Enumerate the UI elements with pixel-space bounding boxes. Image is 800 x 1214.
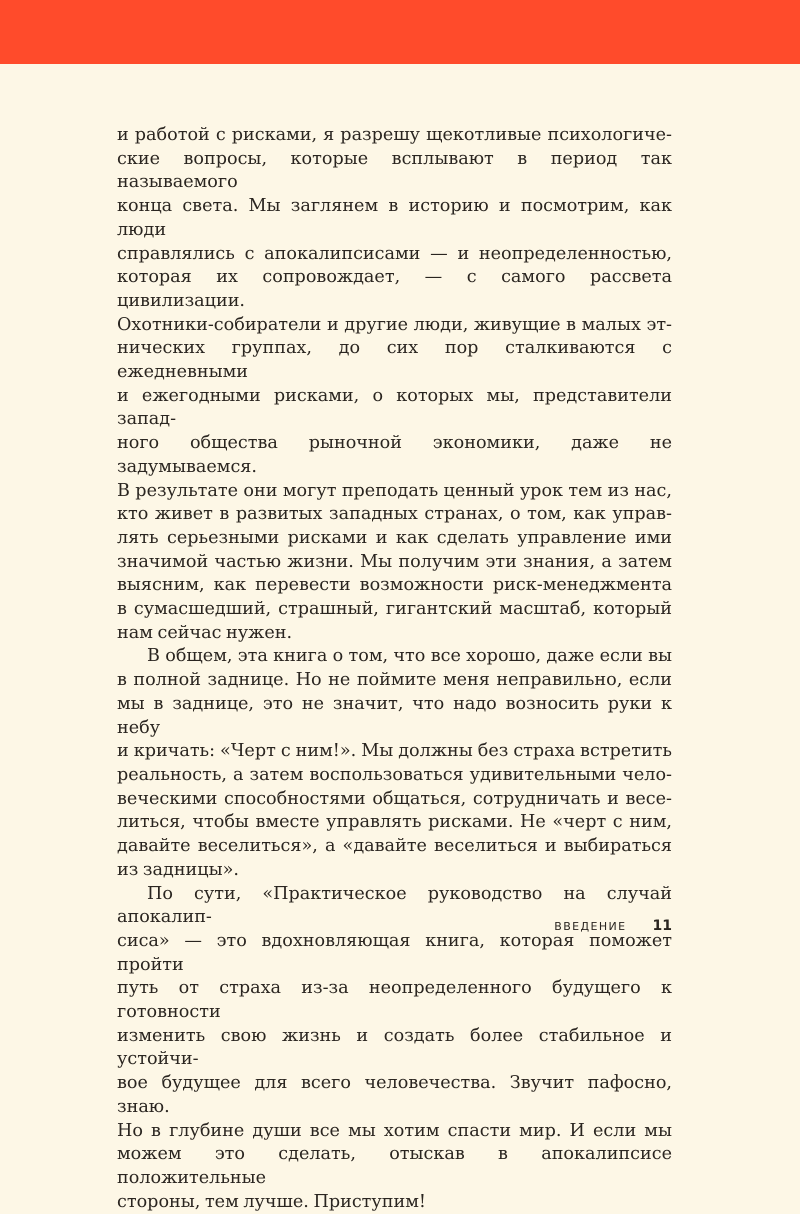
text-line: значимой частью жизни. Мы получим эти знания, а затем <box>117 551 672 572</box>
text-line: которая их сопровождает, — с самого рассвета цивилизации. <box>117 267 672 311</box>
body-text <box>117 124 672 1214</box>
text-line: литься, чтобы вместе управлять рисками. Не «черт с ним, <box>117 812 672 833</box>
top-color-band <box>0 0 800 64</box>
text-line: Охотники-собиратели и другие люди, живущие в малых эт- <box>117 314 672 335</box>
text-line: стороны, тем лучше. Приступим! <box>117 1191 426 1212</box>
page-number: 11 <box>652 918 672 934</box>
text-line: в сумасшедший, страшный, гигантский масштаб, который <box>117 599 672 620</box>
text-line: и работой с рисками, я разрешу щекотливые психологиче- <box>117 125 672 145</box>
text-line: путь от страха из-за неопределенного будущего к готовности <box>117 978 672 1023</box>
text-line: в полной заднице. Но не поймите меня неправильно, если <box>117 670 672 691</box>
text-line: вое будущее для всего человечества. Звучит пафосно, знаю. <box>117 1073 672 1117</box>
text-line: реальность, а затем воспользоваться удивительными чело- <box>117 764 672 785</box>
text-line: мы в заднице, это не значит, что надо возносить руки к небу <box>117 693 672 738</box>
text-line: нам сейчас нужен. <box>117 622 293 643</box>
text-line: В общем, эта книга о том, что все хорошо, даже если вы <box>147 646 672 667</box>
text-line: изменить свою жизнь и создать более стабильное и устойчи- <box>117 1025 672 1070</box>
text-line: ного общества рыночной экономики, даже не задумываемся. <box>117 433 672 477</box>
text-line: давайте веселиться», а «давайте веселиться и выбираться <box>117 836 672 857</box>
page-footer <box>554 918 672 934</box>
text-line: лять серьезными рисками и как сделать управление ими <box>117 527 672 548</box>
text-line: выясним, как перевести возможности риск-менеджмента <box>117 575 672 596</box>
text-line: веческими способностями общаться, сотрудничать и весе- <box>117 788 672 809</box>
text-line: нических группах, до сих пор сталкиваются с ежедневными <box>117 338 672 383</box>
text-line: ские вопросы, которые всплывают в период так называемого <box>117 148 672 193</box>
text-line: Но в глубине души все мы хотим спасти мир. И если мы <box>117 1120 672 1141</box>
text-line: конца света. Мы заглянем в историю и посмотрим, как люди <box>117 196 672 240</box>
text-line: сиса» — это вдохновляющая книга, которая поможет пройти <box>117 930 672 975</box>
text-line: В результате они могут преподать ценный урок тем из нас, <box>117 480 672 501</box>
text-line: из задницы». <box>117 859 239 880</box>
text-line: и кричать: «Черт с ним!». Мы должны без страха встретить <box>117 741 672 762</box>
text-line: можем это сделать, отыскав в апокалипсисе положительные <box>117 1144 672 1188</box>
running-section-title: ВВЕДЕНИЕ <box>554 920 627 933</box>
text-line: По сути, «Практическое руководство на случай апокалип- <box>117 883 672 928</box>
text-line: и ежегодными рисками, о которых мы, представители запад- <box>117 385 672 430</box>
text-line: кто живет в развитых западных странах, о том, как управ- <box>117 504 672 525</box>
text-line: справлялись с апокалипсисами — и неопределенностью, <box>117 243 672 264</box>
